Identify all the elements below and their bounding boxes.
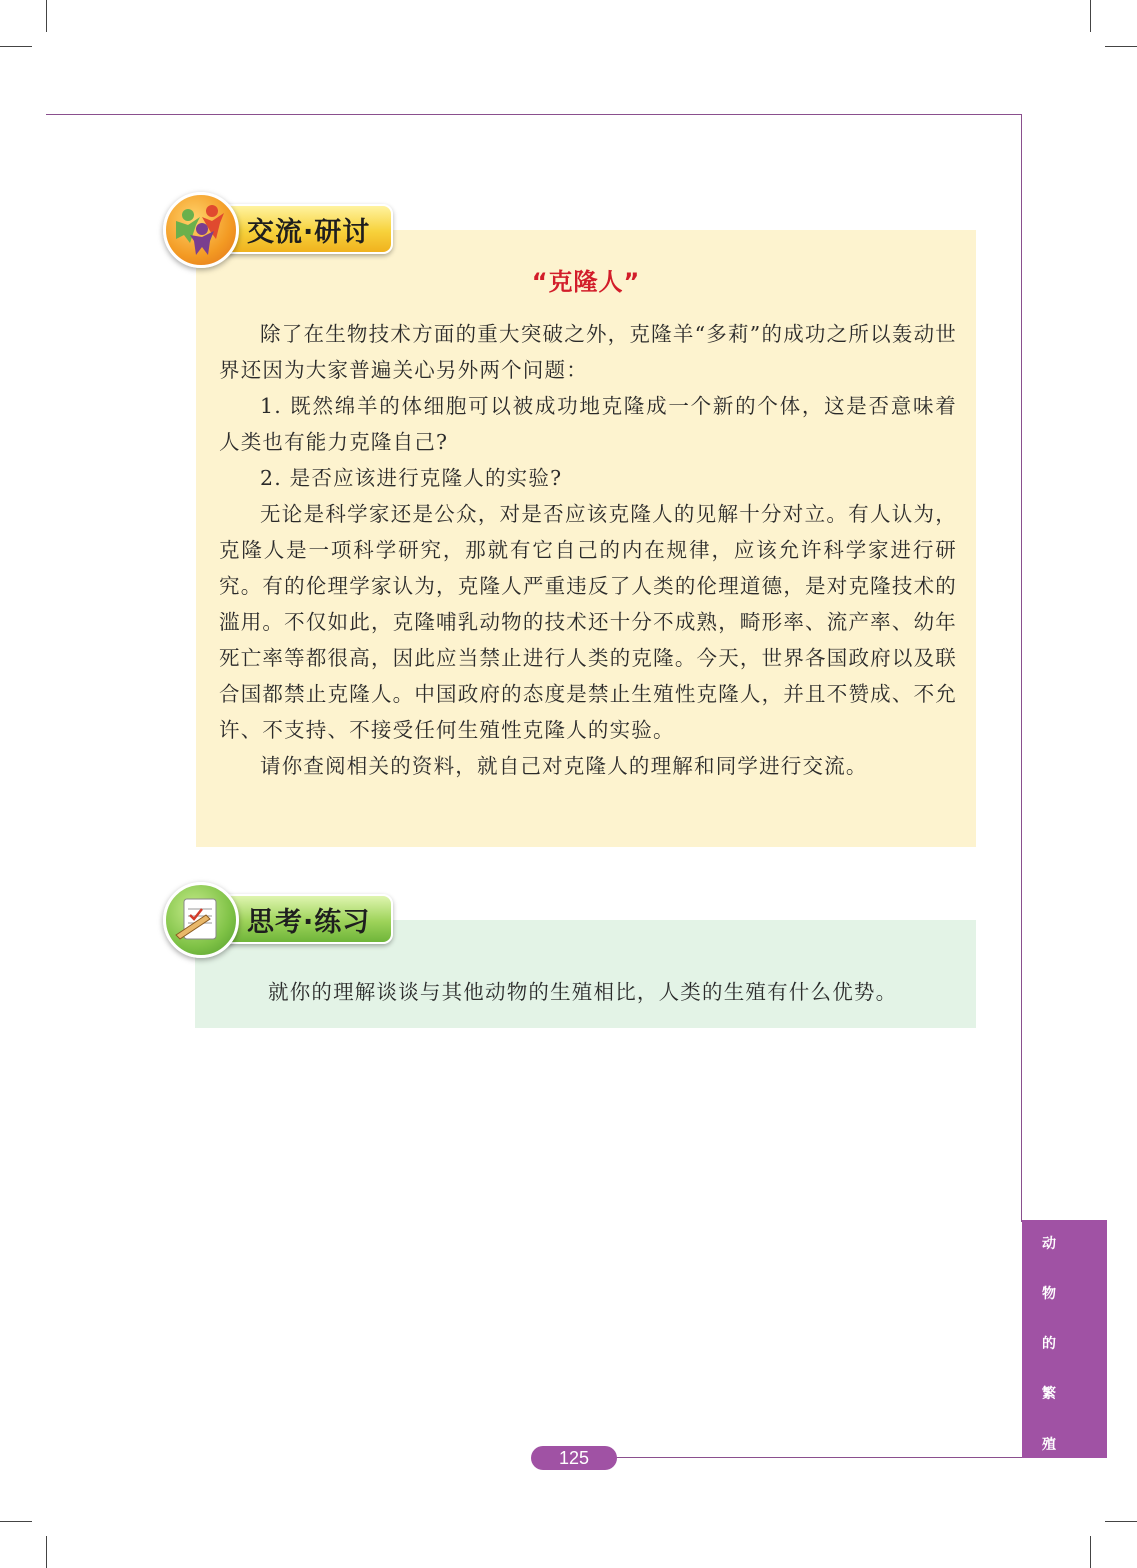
exercise-notepad-icon xyxy=(163,882,239,958)
exercise-badge xyxy=(163,882,403,962)
crop-mark xyxy=(1090,0,1091,32)
chapter-tab-char: 繁 xyxy=(1042,1386,1056,1402)
chapter-side-tab xyxy=(1022,1220,1107,1458)
exercise-question: 就你的理解谈谈与其他动物的生殖相比，人类的生殖有什么优势。 xyxy=(268,980,898,1004)
page-number-rule xyxy=(615,1457,1022,1458)
page-frame-top xyxy=(46,114,1022,115)
exercise-badge-label: 思考·练习 xyxy=(247,907,371,938)
chapter-tab-char: 物 xyxy=(1042,1286,1056,1302)
discussion-title: “克隆人” xyxy=(531,268,641,296)
crop-mark xyxy=(1090,1536,1091,1568)
discussion-badge xyxy=(163,192,403,272)
discussion-question-1: 1. 既然绵羊的体细胞可以被成功地克隆成一个新的个体，这是否意味着人类也有能力克隆自己? xyxy=(219,394,957,454)
discussion-badge-label: 交流·研讨 xyxy=(247,217,371,248)
crop-mark xyxy=(46,1536,47,1568)
chapter-tab-char: 的 xyxy=(1042,1336,1056,1352)
discussion-body xyxy=(219,316,957,784)
discussion-people-icon xyxy=(163,192,239,268)
discussion-question-2: 2. 是否应该进行克隆人的实验? xyxy=(260,466,563,490)
page-frame-right xyxy=(1021,114,1022,1222)
chapter-tab-char: 动 xyxy=(1042,1236,1056,1252)
discussion-paragraph: 除了在生物技术方面的重大突破之外，克隆羊“多莉”的成功之所以轰动世界还因为大家普遍关心另外两个问题： xyxy=(219,322,957,382)
crop-mark xyxy=(46,0,47,32)
crop-mark xyxy=(1105,46,1137,47)
crop-mark xyxy=(0,1521,32,1522)
crop-mark xyxy=(0,46,32,47)
page-number: 125 xyxy=(531,1446,617,1470)
crop-mark xyxy=(1105,1521,1137,1522)
discussion-paragraph: 请你查阅相关的资料，就自己对克隆人的理解和同学进行交流。 xyxy=(260,754,868,778)
chapter-tab-char: 殖 xyxy=(1042,1437,1056,1453)
discussion-paragraph: 无论是科学家还是公众，对是否应该克隆人的见解十分对立。有人认为，克隆人是一项科学研究，那就有它自己的内在规律，应该允许科学家进行研究。有的伦理学家认为，克隆人严重违反了人类的伦理道德，是对克隆技术的滥用。不仅如此，克隆哺乳动物的技术还十分不成熟，畸形率、流产率、幼年死亡率等都很高，因此应当禁止进行人类的克隆。今天，世界各国政府以及联合国都禁止克隆人。中国政府的态度是禁止生殖性克隆人，并且不赞成、不允许、不支持、不接受任何生殖性克隆人的实验。 xyxy=(219,502,957,742)
